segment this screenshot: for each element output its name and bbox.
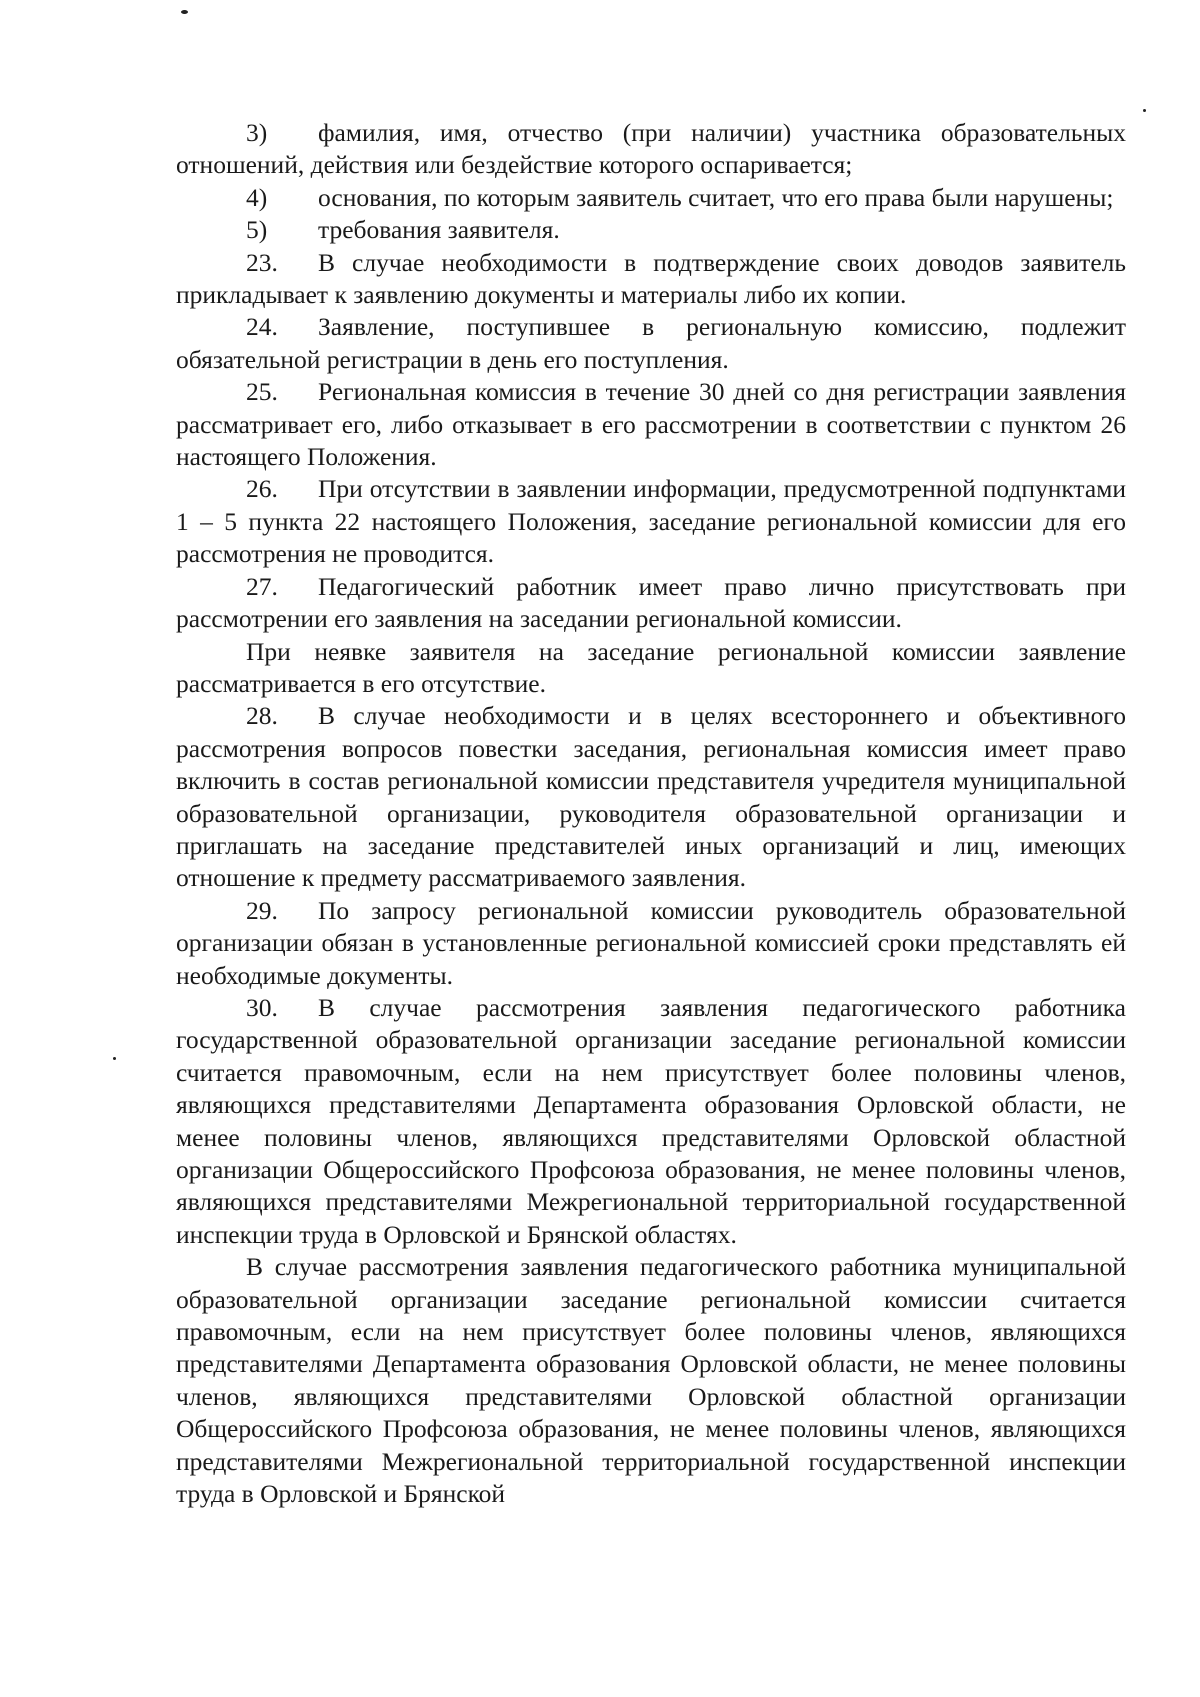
paragraph-number: 27.	[246, 571, 278, 601]
scan-speck	[1143, 109, 1146, 112]
paragraph-text: Региональная комиссия в течение 30 дней со дня регистрации заявления рассматривает его, либо отказывает в его рассмотрении в соответствии с пунктом 26 настоящего Положения.	[176, 377, 1126, 472]
paragraph-number: 23.	[246, 247, 278, 277]
paragraph-29	[176, 895, 1126, 992]
paragraph-number: 5)	[246, 215, 268, 245]
paragraph-text: В случае рассмотрения заявления педагогического работника муниципальной образовательной организации заседание региональной комиссии считается правомочным, если на нем присутствует более половины членов, являющихся представителями Департамента образования Орловской области, не менее половины членов, являющихся представителями Орловской областной организации Общероссийского Профсоюза образования, не менее половины членов, являющихся представителями Межрегиональной территориальной государственной инспекции труда в Орловской и Брянской	[176, 1252, 1126, 1509]
paragraph-26	[176, 473, 1126, 570]
paragraph-3	[176, 117, 1126, 182]
paragraph-number: 3)	[246, 118, 268, 147]
scan-speck	[181, 10, 188, 14]
scan-speck	[113, 1057, 116, 1060]
paragraph-24	[176, 311, 1126, 376]
paragraph-text: основания, по которым заявитель считает, что его права были нарушены;	[318, 182, 1114, 212]
paragraph-number: 26.	[246, 474, 278, 504]
paragraph-27	[176, 571, 1126, 636]
paragraph-25	[176, 376, 1126, 473]
paragraph-number: 25.	[246, 377, 278, 407]
paragraph-27-continued	[176, 636, 1126, 701]
paragraph-5	[176, 214, 1126, 246]
paragraph-number: 4)	[246, 182, 268, 212]
paragraph-text: При отсутствии в заявлении информации, предусмотренной подпунктами 1 – 5 пункта 22 настоящего Положения, заседание региональной комиссии для его рассмотрения не проводится.	[176, 474, 1126, 569]
paragraph-text: По запросу региональной комиссии руководитель образовательной организации обязан в установленные региональной комиссией сроки представлять ей необходимые документы.	[176, 895, 1126, 990]
paragraph-30	[176, 992, 1126, 1251]
paragraph-text: Заявление, поступившее в региональную комиссию, подлежит обязательной регистрации в день его поступления.	[176, 312, 1126, 374]
paragraph-number: 24.	[246, 312, 278, 342]
paragraph-number: 30.	[246, 992, 278, 1022]
paragraph-text: Педагогический работник имеет право лично присутствовать при рассмотрении его заявления на заседании региональной комиссии.	[176, 571, 1126, 634]
paragraph-text: В случае необходимости в подтверждение своих доводов заявитель прикладывает к заявлению документы и материалы либо их копии.	[176, 247, 1126, 310]
paragraph-text: фамилия, имя, отчество (при наличии) участника образовательных отношений, действия или бездействие которого оспаривается;	[176, 118, 1126, 180]
paragraph-23	[176, 247, 1126, 312]
paragraph-number: 29.	[246, 895, 278, 925]
paragraph-30-continued	[176, 1251, 1126, 1510]
paragraph-4	[176, 182, 1126, 214]
paragraph-number: 28.	[246, 701, 278, 731]
paragraph-28	[176, 700, 1126, 894]
paragraph-text: В случае рассмотрения заявления педагогического работника государственной образовательной организации заседание региональной комиссии считается правомочным, если на нем присутствует более половины членов, являющихся представителями Департамента образования Орловской области, не менее половины членов, являющихся представителями Орловской областной организации Общероссийского Профсоюза образования, не менее половины членов, являющихся представителями Межрегиональной территориальной государственной инспекции труда в Орловской и Брянской областях.	[176, 992, 1126, 1249]
document-body	[176, 117, 1126, 1510]
paragraph-text: При неявке заявителя на заседание региональной комиссии заявление рассматривается в его отсутствие.	[176, 636, 1126, 698]
paragraph-text: требования заявителя.	[318, 215, 560, 245]
paragraph-text: В случае необходимости и в целях всестороннего и объективного рассмотрения вопросов повестки заседания, региональная комиссия имеет право включить в состав региональной комиссии представителя учредителя муниципальной образовательной организации, руководителя образовательной организации и приглашать на заседание представителей иных организаций и лиц, имеющих отношение к предмету рассматриваемого заявления.	[176, 701, 1126, 893]
